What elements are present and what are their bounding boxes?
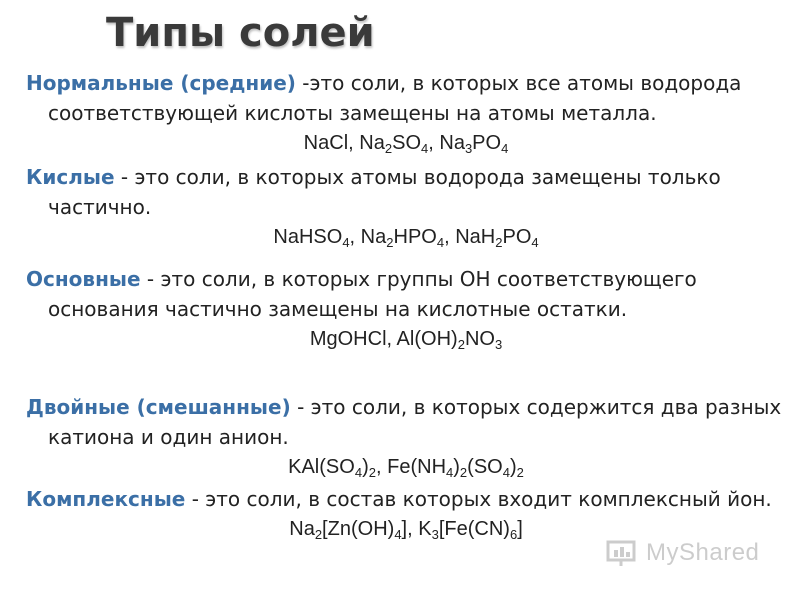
term: Комплексные — [26, 487, 186, 511]
definition-text: - это соли, в которых группы ОН соответствующего основания частично замещены на кислотные остатки. — [48, 267, 697, 321]
formula — [26, 452, 786, 482]
section-complex — [26, 484, 786, 544]
definition-text: - это соли, в состав которых входит комплексный йон. — [185, 487, 772, 511]
term: Основные — [26, 267, 141, 291]
presentation-icon — [606, 539, 640, 567]
definition-text: - это соли, в которых содержится два разных катиона и один анион. — [48, 395, 782, 449]
formula-text: MgOHCl, $Al(OH)_2NO_3$ — [309, 328, 503, 352]
watermark-text: MyShared — [646, 539, 760, 566]
definition — [26, 68, 786, 128]
definition-text: -это соли, в которых все атомы водорода соответствующей кислоты замещены на атомы металла. — [48, 71, 742, 125]
section-acidic — [26, 162, 786, 252]
formula-text: $KAl(SO_4)_2$, $Fe(NH_4)_2(SO_4)_2$ — [288, 456, 524, 480]
definition-text: - это соли, в которых атомы водорода замещены только частично. — [48, 165, 721, 219]
definition — [26, 264, 786, 324]
definition — [26, 392, 786, 452]
formula — [26, 222, 786, 252]
definition — [26, 162, 786, 222]
watermark-logo — [606, 538, 759, 568]
formula-text: NaCl, $Na_2SO_4$, $Na_3PO_4$ — [303, 132, 509, 156]
term: Двойные (смешанные) — [26, 395, 291, 419]
section-double — [26, 392, 786, 482]
section-normal — [26, 68, 786, 158]
formula-text: NaHSO$_4$, $Na_2HPO_4$, $NaH_2PO_4$ — [273, 226, 539, 250]
page-title: Типы солей — [106, 10, 375, 56]
definition — [26, 484, 786, 514]
formula-text: $Na_2[Zn(OH)_4]$, $K_3[Fe(CN)_6]$ — [289, 518, 523, 542]
section-basic — [26, 264, 786, 354]
term: Нормальные (средние) — [26, 71, 296, 95]
term: Кислые — [26, 165, 115, 189]
formula — [26, 324, 786, 354]
formula — [26, 128, 786, 158]
